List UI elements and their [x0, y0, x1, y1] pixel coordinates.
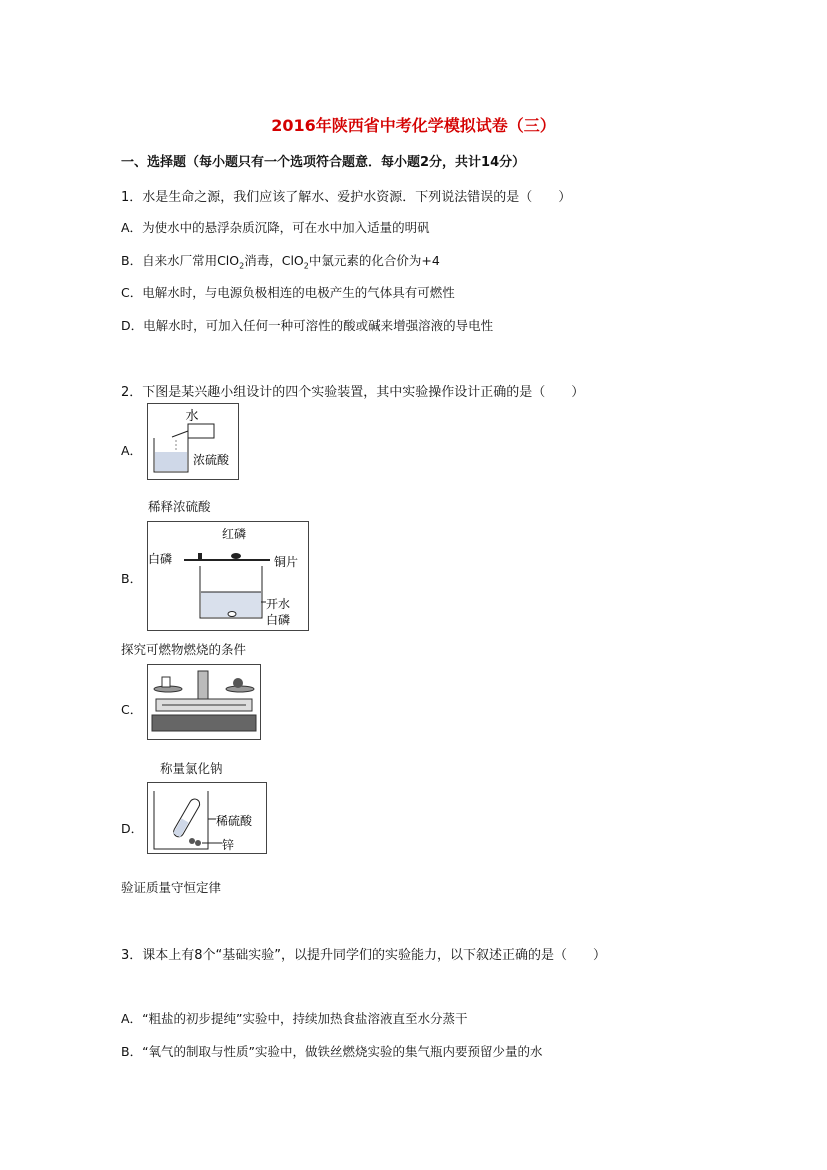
conc-acid-label: 浓硫酸	[193, 453, 230, 467]
q1-option-c: C．电解水时，与电源负极相连的电极产生的气体具有可燃性	[121, 285, 455, 300]
q2-a-caption: 稀释浓硫酸	[148, 499, 211, 514]
question-3-stem: 3．课本上有8个“基础实验”，以提升同学们的实验能力，以下叙述正确的是（ ）	[121, 948, 607, 963]
question-1-stem: 1．水是生命之源，我们应该了解水、爱护水资源．下列说法错误的是（ ）	[121, 190, 572, 205]
q2-option-d-letter: D．	[121, 821, 144, 836]
dilute-sulfuric-acid-figure	[147, 403, 239, 480]
q2-option-b-letter: B．	[121, 571, 143, 586]
q2-option-c-letter: C．	[121, 702, 143, 717]
combustion-conditions-figure	[147, 521, 309, 631]
q2-option-a-letter: A．	[121, 443, 143, 458]
red-phosphorus-label: 红磷	[222, 527, 247, 541]
section-heading: 一、选择题（每小题只有一个选项符合题意．每小题2分，共计14分）	[121, 155, 526, 170]
copper-plate-label: 铜片	[274, 555, 299, 569]
dilute-acid-label: 稀硫酸	[216, 814, 253, 828]
q3-option-b: B．“氧气的制取与性质”实验中，做铁丝燃烧实验的集气瓶内要预留少量的水	[121, 1044, 543, 1059]
q2-c-caption: 称量氯化钠	[160, 761, 223, 776]
white-phosphorus-bottom-label: 白磷	[266, 613, 291, 627]
white-phosphorus-top-label: 白磷	[148, 552, 173, 566]
zinc-label: 锌	[222, 838, 235, 852]
boiling-water-label: 开水	[266, 597, 291, 611]
mass-conservation-figure	[147, 782, 267, 854]
water-label: 水	[185, 409, 199, 424]
balance-figure	[147, 664, 261, 740]
q3-option-a: A．“粗盐的初步提纯”实验中，持续加热食盐溶液直至水分蒸干	[121, 1011, 468, 1026]
page-title: 2016年陕西省中考化学模拟试卷（三）	[271, 116, 556, 135]
q2-d-caption: 验证质量守恒定律	[121, 880, 222, 895]
q1-option-b: B．自来水厂常用ClO$_2$消毒，ClO$_2$中氯元素的化合价为+4	[121, 253, 440, 271]
q1-option-d: D．电解水时，可加入任何一种可溶性的酸或碱来增强溶液的导电性	[121, 318, 494, 333]
question-2-stem: 2．下图是某兴趣小组设计的四个实验装置，其中实验操作设计正确的是（ ）	[121, 385, 585, 400]
q2-b-caption: 探究可燃物燃烧的条件	[121, 642, 247, 657]
q1-option-a: A．为使水中的悬浮杂质沉降，可在水中加入适量的明矾	[121, 220, 430, 235]
